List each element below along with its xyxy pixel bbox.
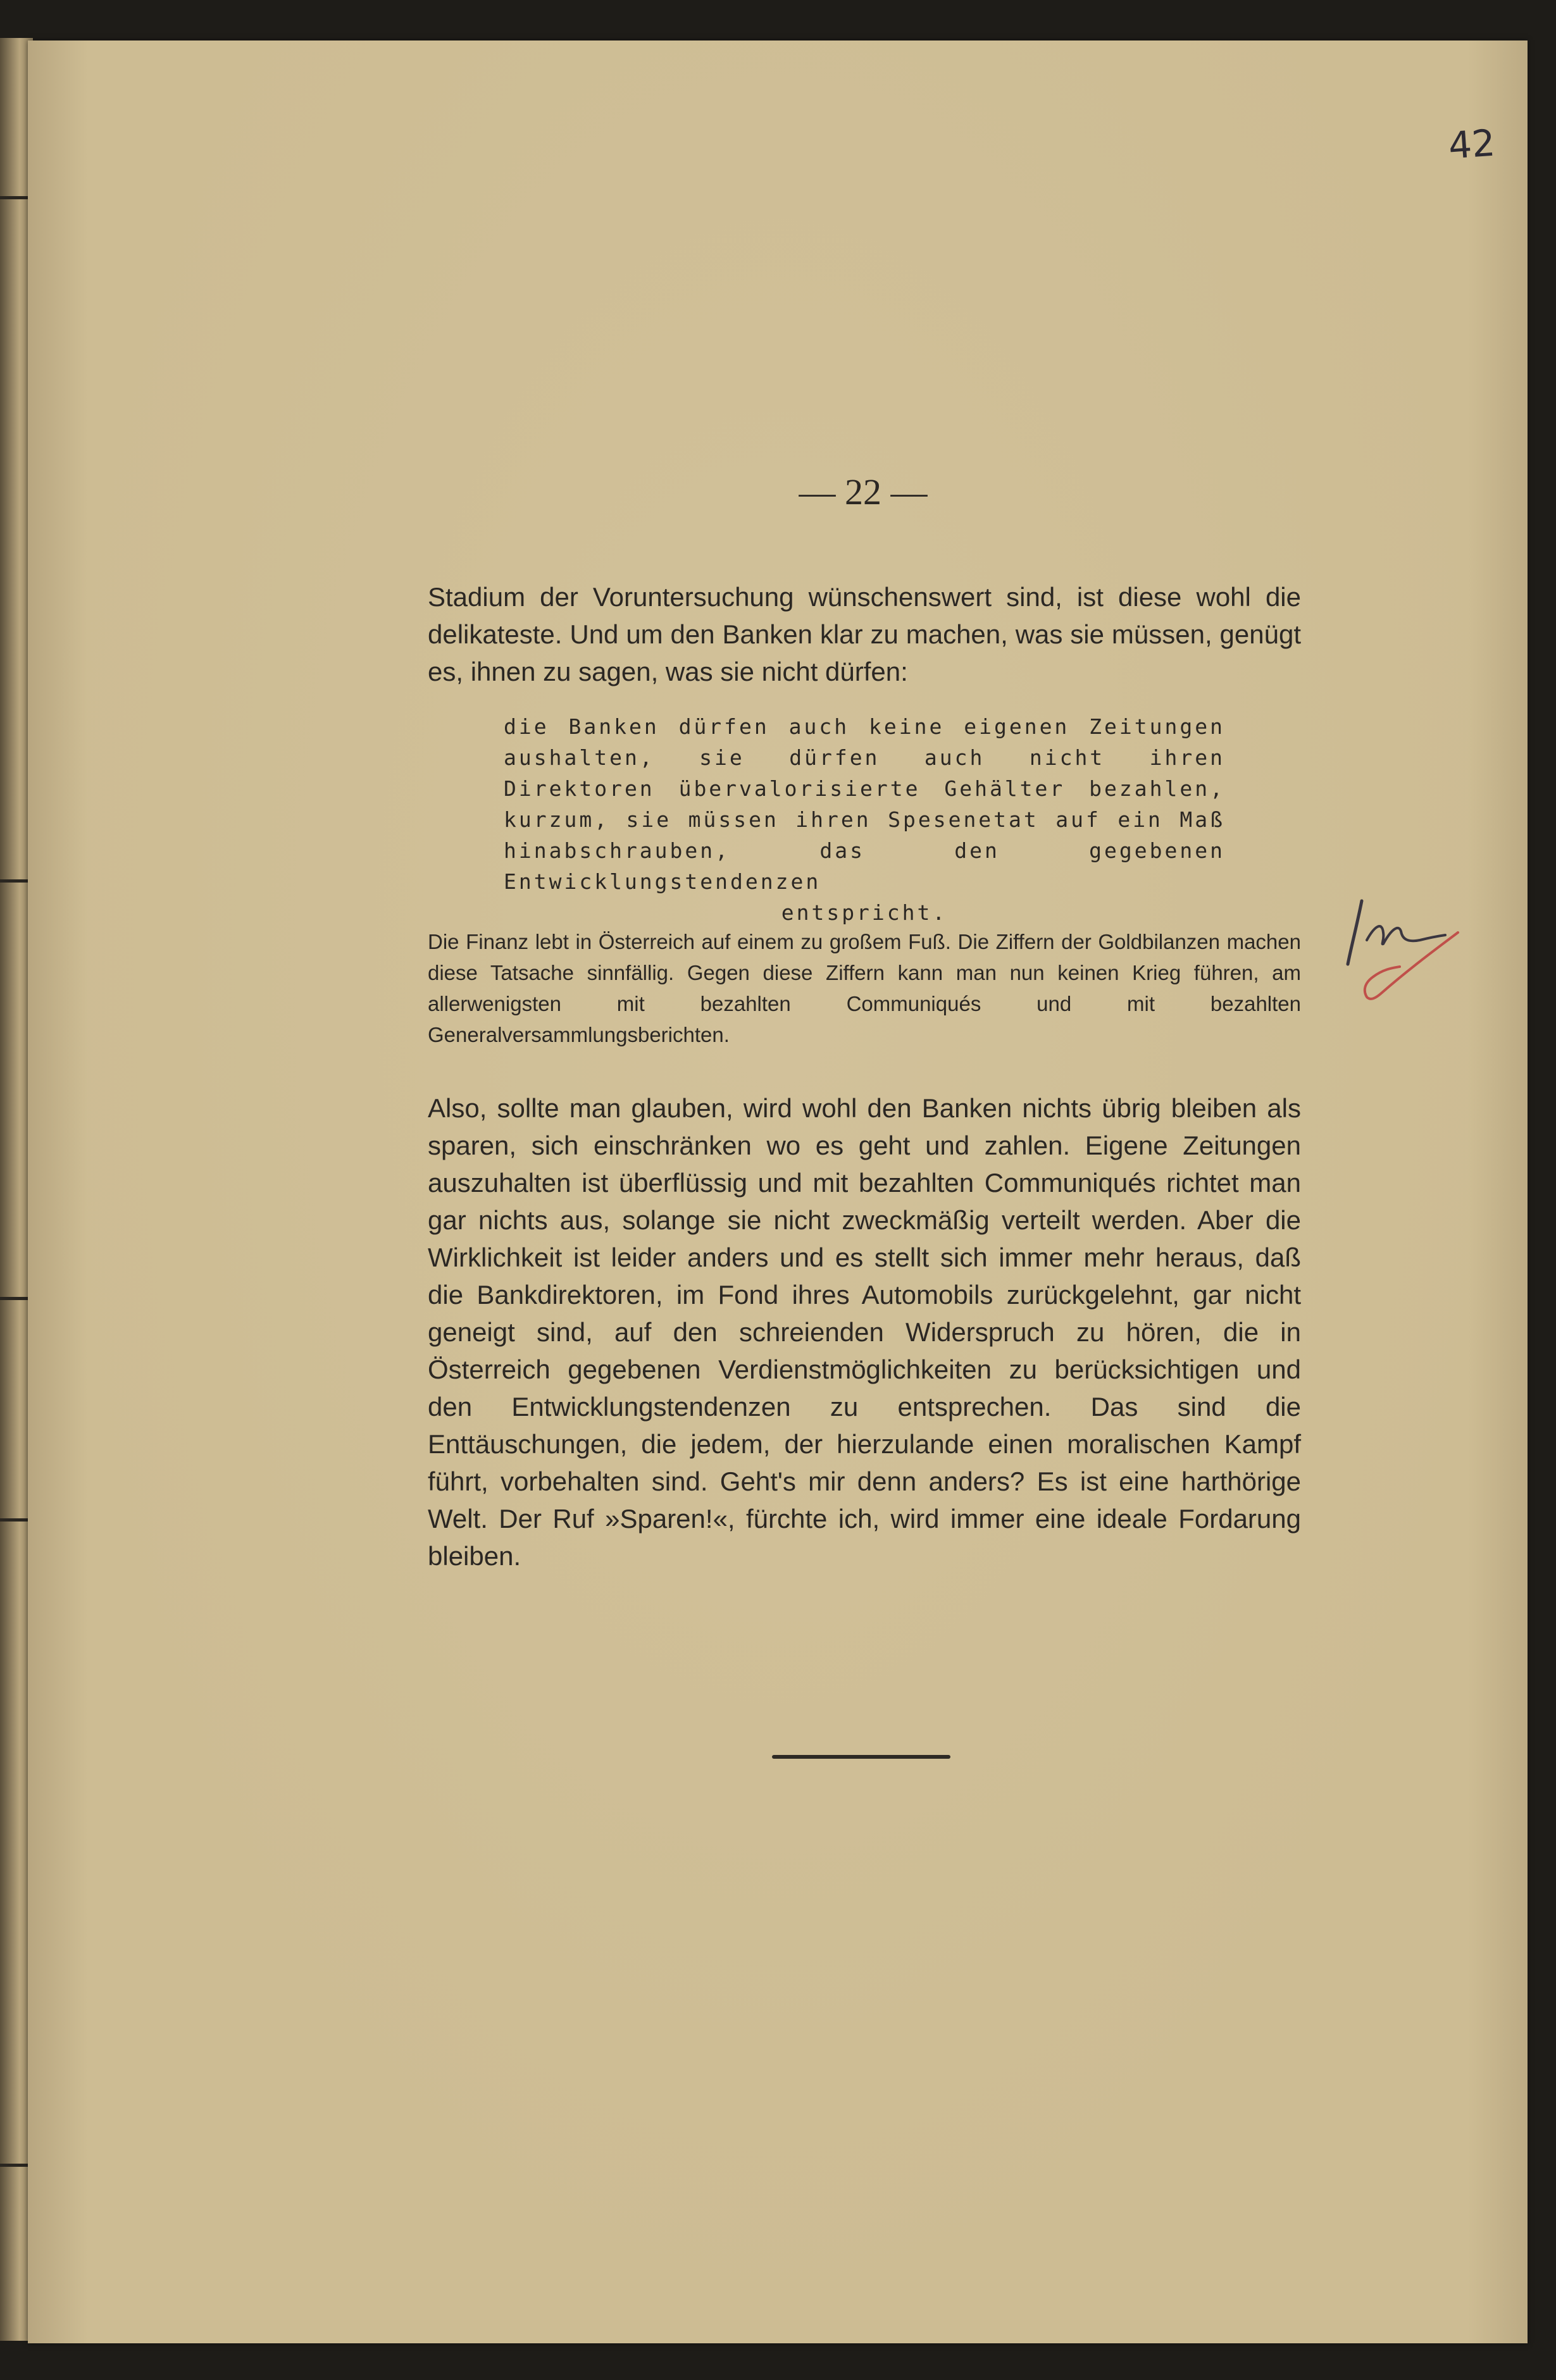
document-page xyxy=(28,40,1528,2343)
indented-quote xyxy=(504,711,1225,928)
quote-body: die Banken dürfen auch keine eigenen Zeitungen aushalten, sie dürfen auch nicht ihren Direktoren übervalorisierte Gehälter bezahlen, kurzum, sie müssen ihren Spesenetat auf ein Maß hinabschrauben, das den gegebenen Entwicklungstendenzen xyxy=(504,714,1225,894)
spine-mark xyxy=(0,2164,28,2167)
page-number: — 22 — xyxy=(799,471,928,512)
paragraph-small-print: Die Finanz lebt in Österreich auf einem zu großem Fuß. Die Ziffern der Goldbilanzen machen diese Tatsache sinnfällig. Gegen diese Ziffern kann man nun keinen Krieg führen, am allerwenigsten mit bezahlten Communiqués und mit bezahlten Generalversammlungsberichten. xyxy=(428,930,1301,1046)
closing-rule xyxy=(772,1755,950,1759)
spine-mark xyxy=(0,196,28,199)
spine-mark xyxy=(0,1297,28,1300)
paragraph-conclusion: Also, sollte man glauben, wird wohl den Banken nichts übrig bleiben als sparen, sich einschränken wo es geht und zahlen. Eigene Zeitungen auszuhalten ist überflüssig und mit bezahlten Communiqués richtet man gar nichts aus, solange sie nicht zweckmäßig verteilt werden. Aber die Wirklichkeit ist leider anders und es stellt sich immer mehr heraus, daß die Bankdirektoren, im Fond ihres Automobils zurückgelehnt, gar nicht geneigt sind, auf den schreienden Widerspruch zu hören, die in Österreich gegebenen Verdienstmöglichkeiten zu berücksichtigen und den Entwicklungstendenzen zu entsprechen. Das sind die Enttäuschungen, die jedem, der hierzulande einen moralischen Kampf führt, vorbehalten sind. Geht's mir denn anders? Es ist eine harthörige Welt. Der Ruf »Sparen!«, fürchte ich, wird immer eine ideale Fordarung bleiben. xyxy=(428,1093,1301,1571)
handwritten-marginal-mark-icon xyxy=(1312,882,1483,1034)
spine-mark xyxy=(0,1518,28,1522)
quote-end: entspricht. xyxy=(781,900,948,925)
archive-page-number: 42 xyxy=(1447,121,1497,168)
spine-mark xyxy=(0,879,28,883)
paragraph-intro: Stadium der Voruntersuchung wünschenswert sind, ist diese wohl die delikateste. Und um den Banken klar zu machen, was sie müssen, genügt es, ihnen zu sagen, was sie nicht dürfen: xyxy=(428,582,1301,686)
